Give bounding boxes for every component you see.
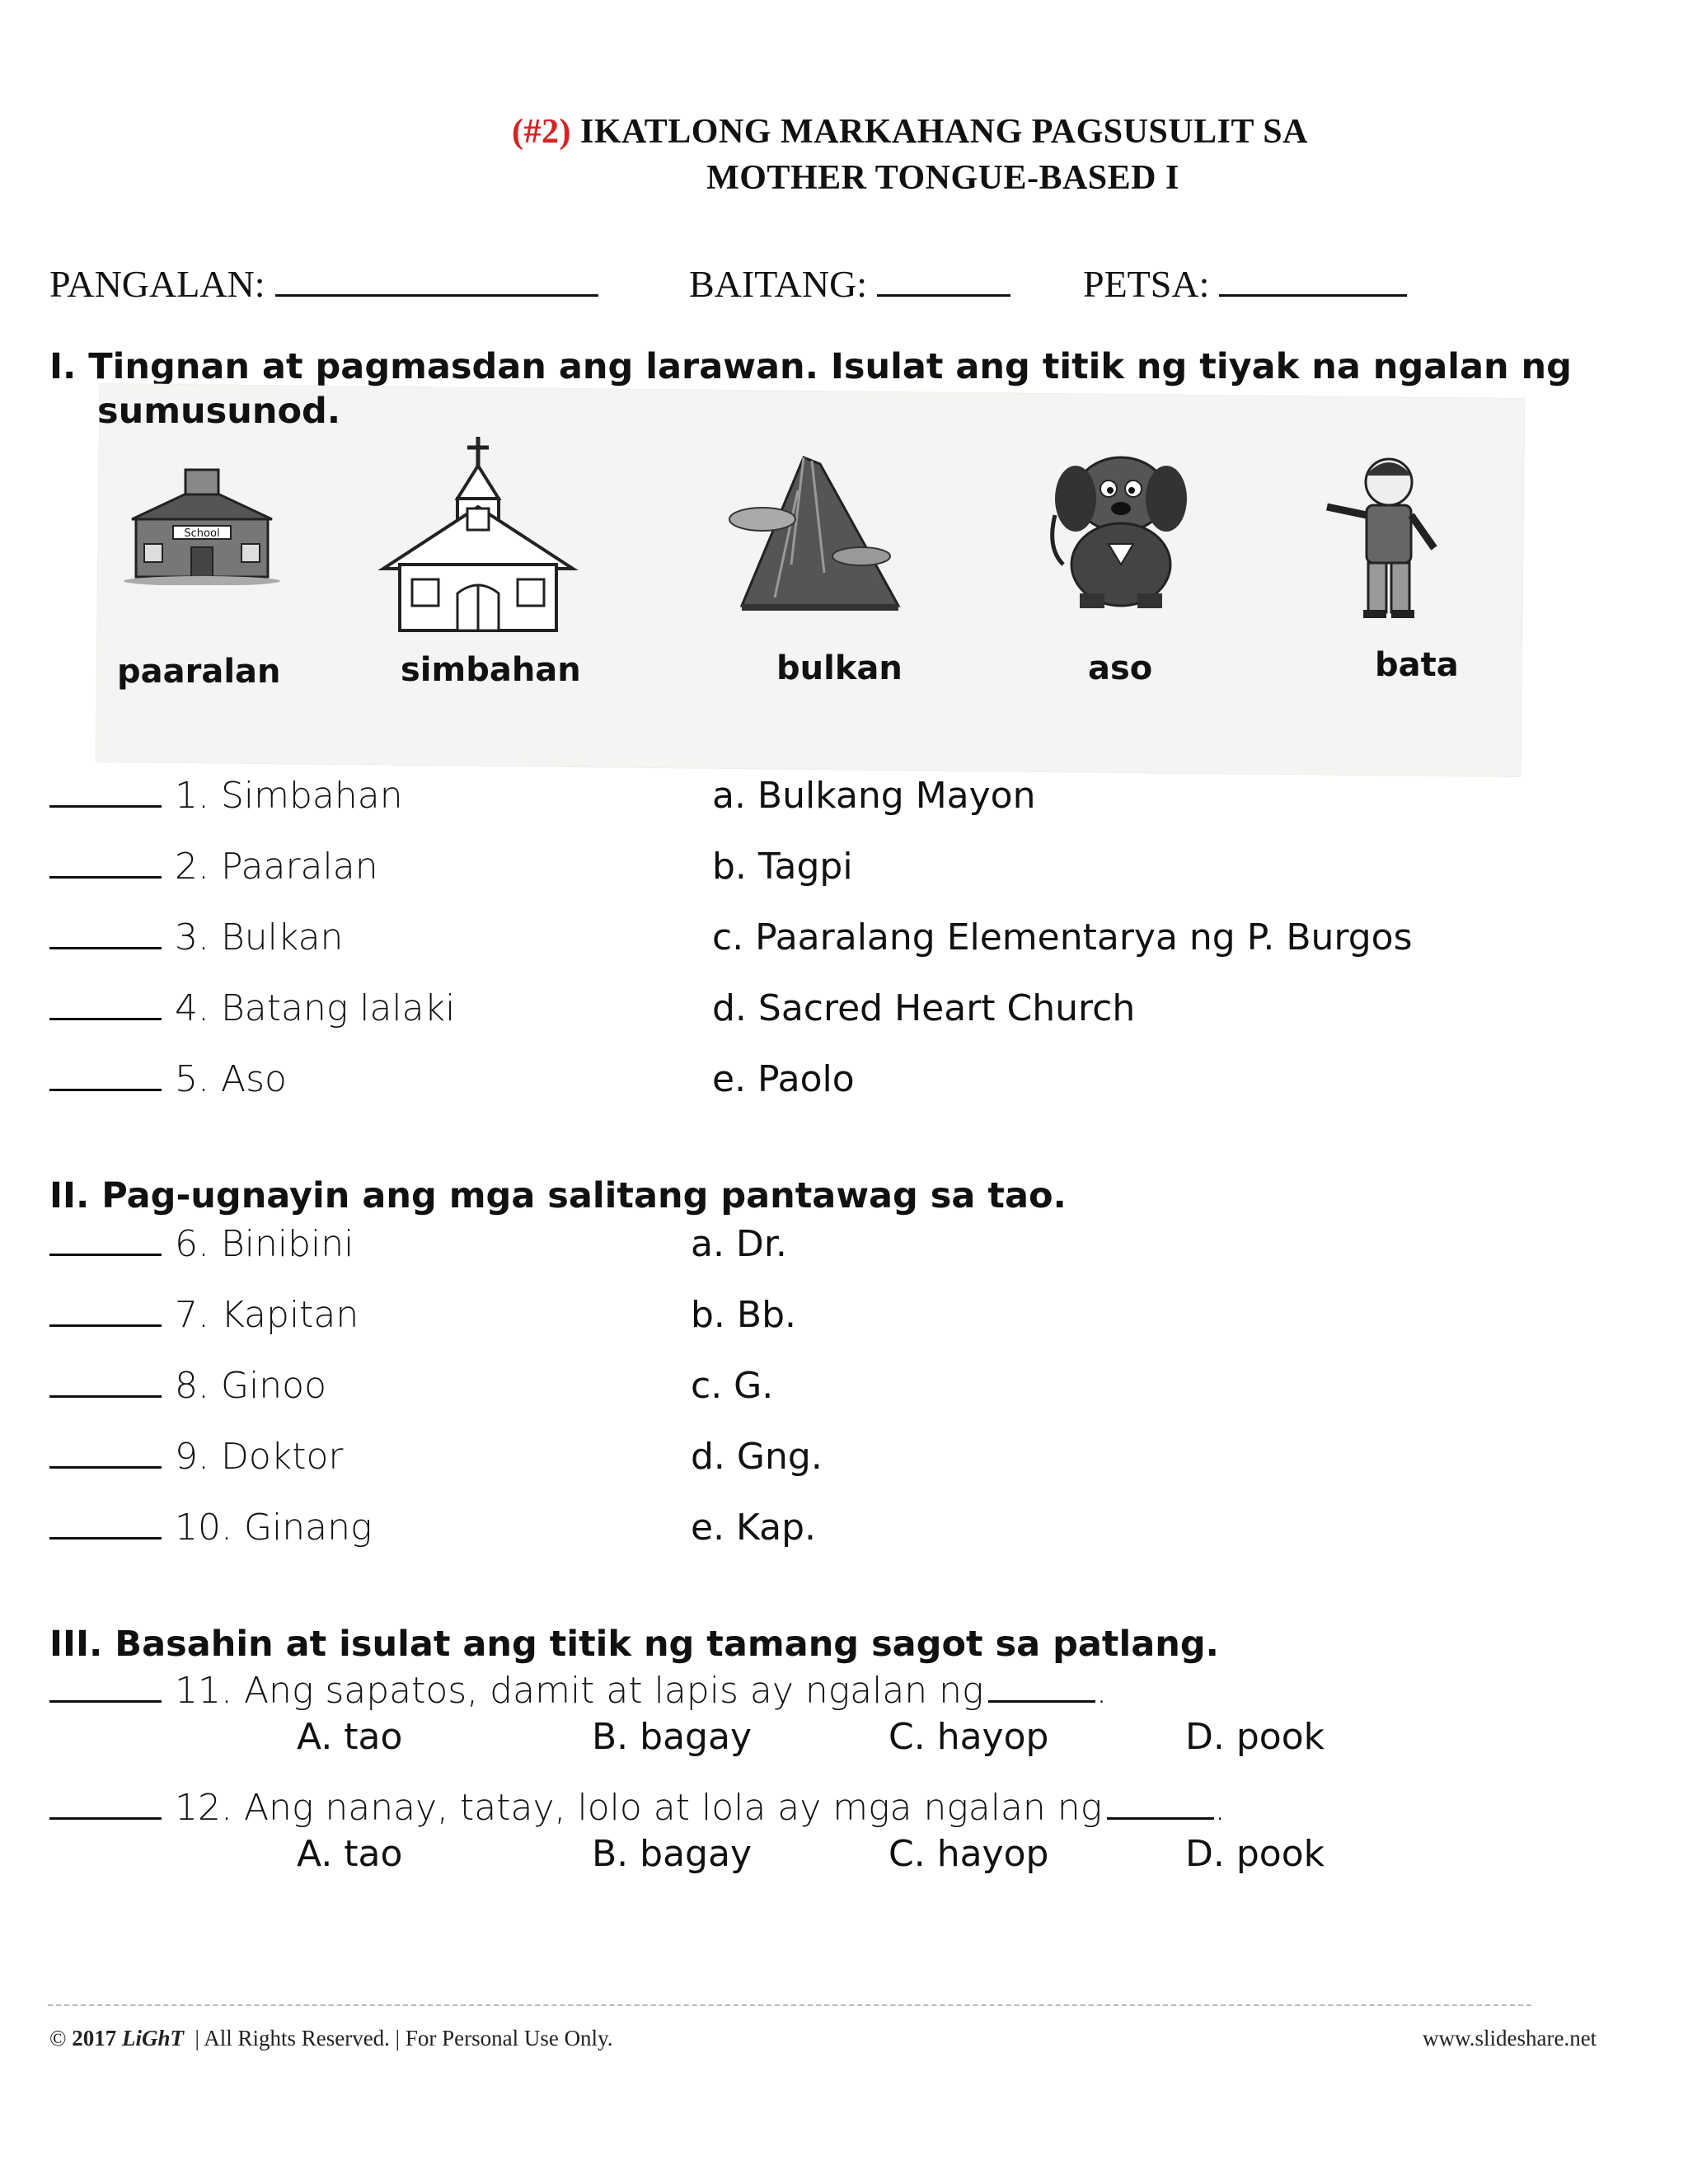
question-item: 12. Ang nanay, tatay, lolo at lola ay mga ngalan ng .: [49, 1787, 1226, 1829]
name-blank[interactable]: [275, 266, 598, 297]
answer-blank[interactable]: [49, 851, 162, 879]
option-item: B. bagay: [592, 1833, 752, 1875]
choice-item: d. Sacred Heart Church: [712, 987, 1136, 1029]
list-item: 10. Ginang: [49, 1507, 372, 1549]
date-label: PETSA:: [1083, 263, 1210, 305]
footer-rights: | All Rights Reserved. | For Personal Use Only.: [195, 2026, 613, 2050]
list-item: 3. Bulkan: [49, 916, 343, 958]
answer-blank[interactable]: [49, 1229, 162, 1256]
option-item: C. hayop: [889, 1716, 1049, 1758]
answer-blank[interactable]: [49, 993, 162, 1020]
title-line-2: MOTHER TONGUE-BASED I: [706, 159, 1179, 197]
answer-blank[interactable]: [49, 1064, 162, 1091]
choice-item: e. Kap.: [691, 1507, 817, 1549]
picture-label-paaralan: paaralan: [117, 653, 281, 691]
dog-icon: [1030, 441, 1203, 614]
list-item: 7. Kapitan: [49, 1294, 359, 1336]
church-icon: [375, 433, 581, 639]
choice-item: b. Bb.: [691, 1294, 797, 1336]
footer-brand: LiGhT: [122, 2026, 185, 2050]
picture-label-simbahan: simbahan: [401, 651, 581, 689]
name-field: [49, 262, 598, 306]
answer-blank[interactable]: [49, 1441, 162, 1469]
answer-blank[interactable]: [49, 1675, 162, 1703]
grade-field: [689, 262, 1010, 306]
answer-blank[interactable]: [49, 1512, 162, 1540]
option-item: D. pook: [1185, 1833, 1325, 1875]
section2-heading: II. Pag-ugnayin ang mga salitang pantawag sa tao.: [49, 1175, 1067, 1216]
choice-item: a. Dr.: [691, 1223, 787, 1265]
option-item: A. tao: [297, 1716, 403, 1758]
answer-blank[interactable]: [49, 922, 162, 949]
volcano-icon: [725, 441, 915, 622]
picture-label-bulkan: bulkan: [776, 649, 903, 687]
copyright-icon: ©: [49, 2026, 67, 2050]
section3-heading: III. Basahin at isulat ang titik ng tamang sagot sa patlang.: [49, 1624, 1219, 1665]
name-label: PANGALAN:: [49, 263, 265, 305]
answer-blank[interactable]: [49, 1300, 162, 1327]
sentence-blank[interactable]: [1107, 1793, 1214, 1820]
list-item: 1. Simbahan: [49, 775, 403, 817]
question-item: 11. Ang sapatos, damit at lapis ay ngalan ng .: [49, 1670, 1107, 1712]
footer-site[interactable]: www.slideshare.net: [1423, 2026, 1597, 2050]
choice-item: b. Tagpi: [712, 846, 853, 888]
choice-item: e. Paolo: [712, 1058, 855, 1100]
choice-item: c. Paaralang Elementarya ng P. Burgos: [712, 916, 1413, 958]
list-item: 5. Aso: [49, 1058, 287, 1100]
date-field: [1083, 262, 1407, 306]
picture-label-aso: aso: [1088, 649, 1153, 687]
choice-item: a. Bulkang Mayon: [712, 775, 1036, 817]
option-item: B. bagay: [592, 1716, 752, 1758]
choice-item: c. G.: [691, 1365, 774, 1407]
footer-year: 2017: [72, 2026, 117, 2050]
picture-label-bata: bata: [1375, 646, 1459, 684]
option-item: D. pook: [1185, 1716, 1325, 1758]
answer-blank[interactable]: [49, 780, 162, 808]
choice-item: d. Gng.: [691, 1436, 823, 1478]
footer-copyright: [49, 2026, 613, 2051]
school-icon: [115, 462, 288, 585]
answer-blank[interactable]: [49, 1371, 162, 1398]
answer-blank[interactable]: [49, 1793, 162, 1820]
boy-icon: [1311, 449, 1467, 622]
list-item: 2. Paaralan: [49, 846, 378, 888]
list-item: 9. Doktor: [49, 1436, 344, 1478]
title-text: IKATLONG MARKAHANG PAGSUSULIT SA: [580, 113, 1308, 151]
school-sign: School: [184, 527, 220, 540]
footer-divider: [48, 2004, 1531, 2006]
sentence-blank[interactable]: [988, 1675, 1095, 1703]
list-item: 4. Batang lalaki: [49, 987, 455, 1029]
section1-heading: I. Tingnan at pagmasdan ang larawan. Isulat ang titik ng tiyak na ngalan ng: [49, 346, 1572, 387]
title-number: (#2): [512, 113, 572, 151]
list-item: 8. Ginoo: [49, 1365, 326, 1407]
grade-blank[interactable]: [877, 266, 1010, 297]
list-item: 6. Binibini: [49, 1223, 354, 1265]
option-item: C. hayop: [889, 1833, 1049, 1875]
section1-heading-cont: sumusunod.: [97, 391, 341, 432]
grade-label: BAITANG:: [689, 263, 868, 305]
option-item: A. tao: [297, 1833, 403, 1875]
date-blank[interactable]: [1219, 266, 1407, 297]
title-line-1: [0, 112, 1688, 152]
